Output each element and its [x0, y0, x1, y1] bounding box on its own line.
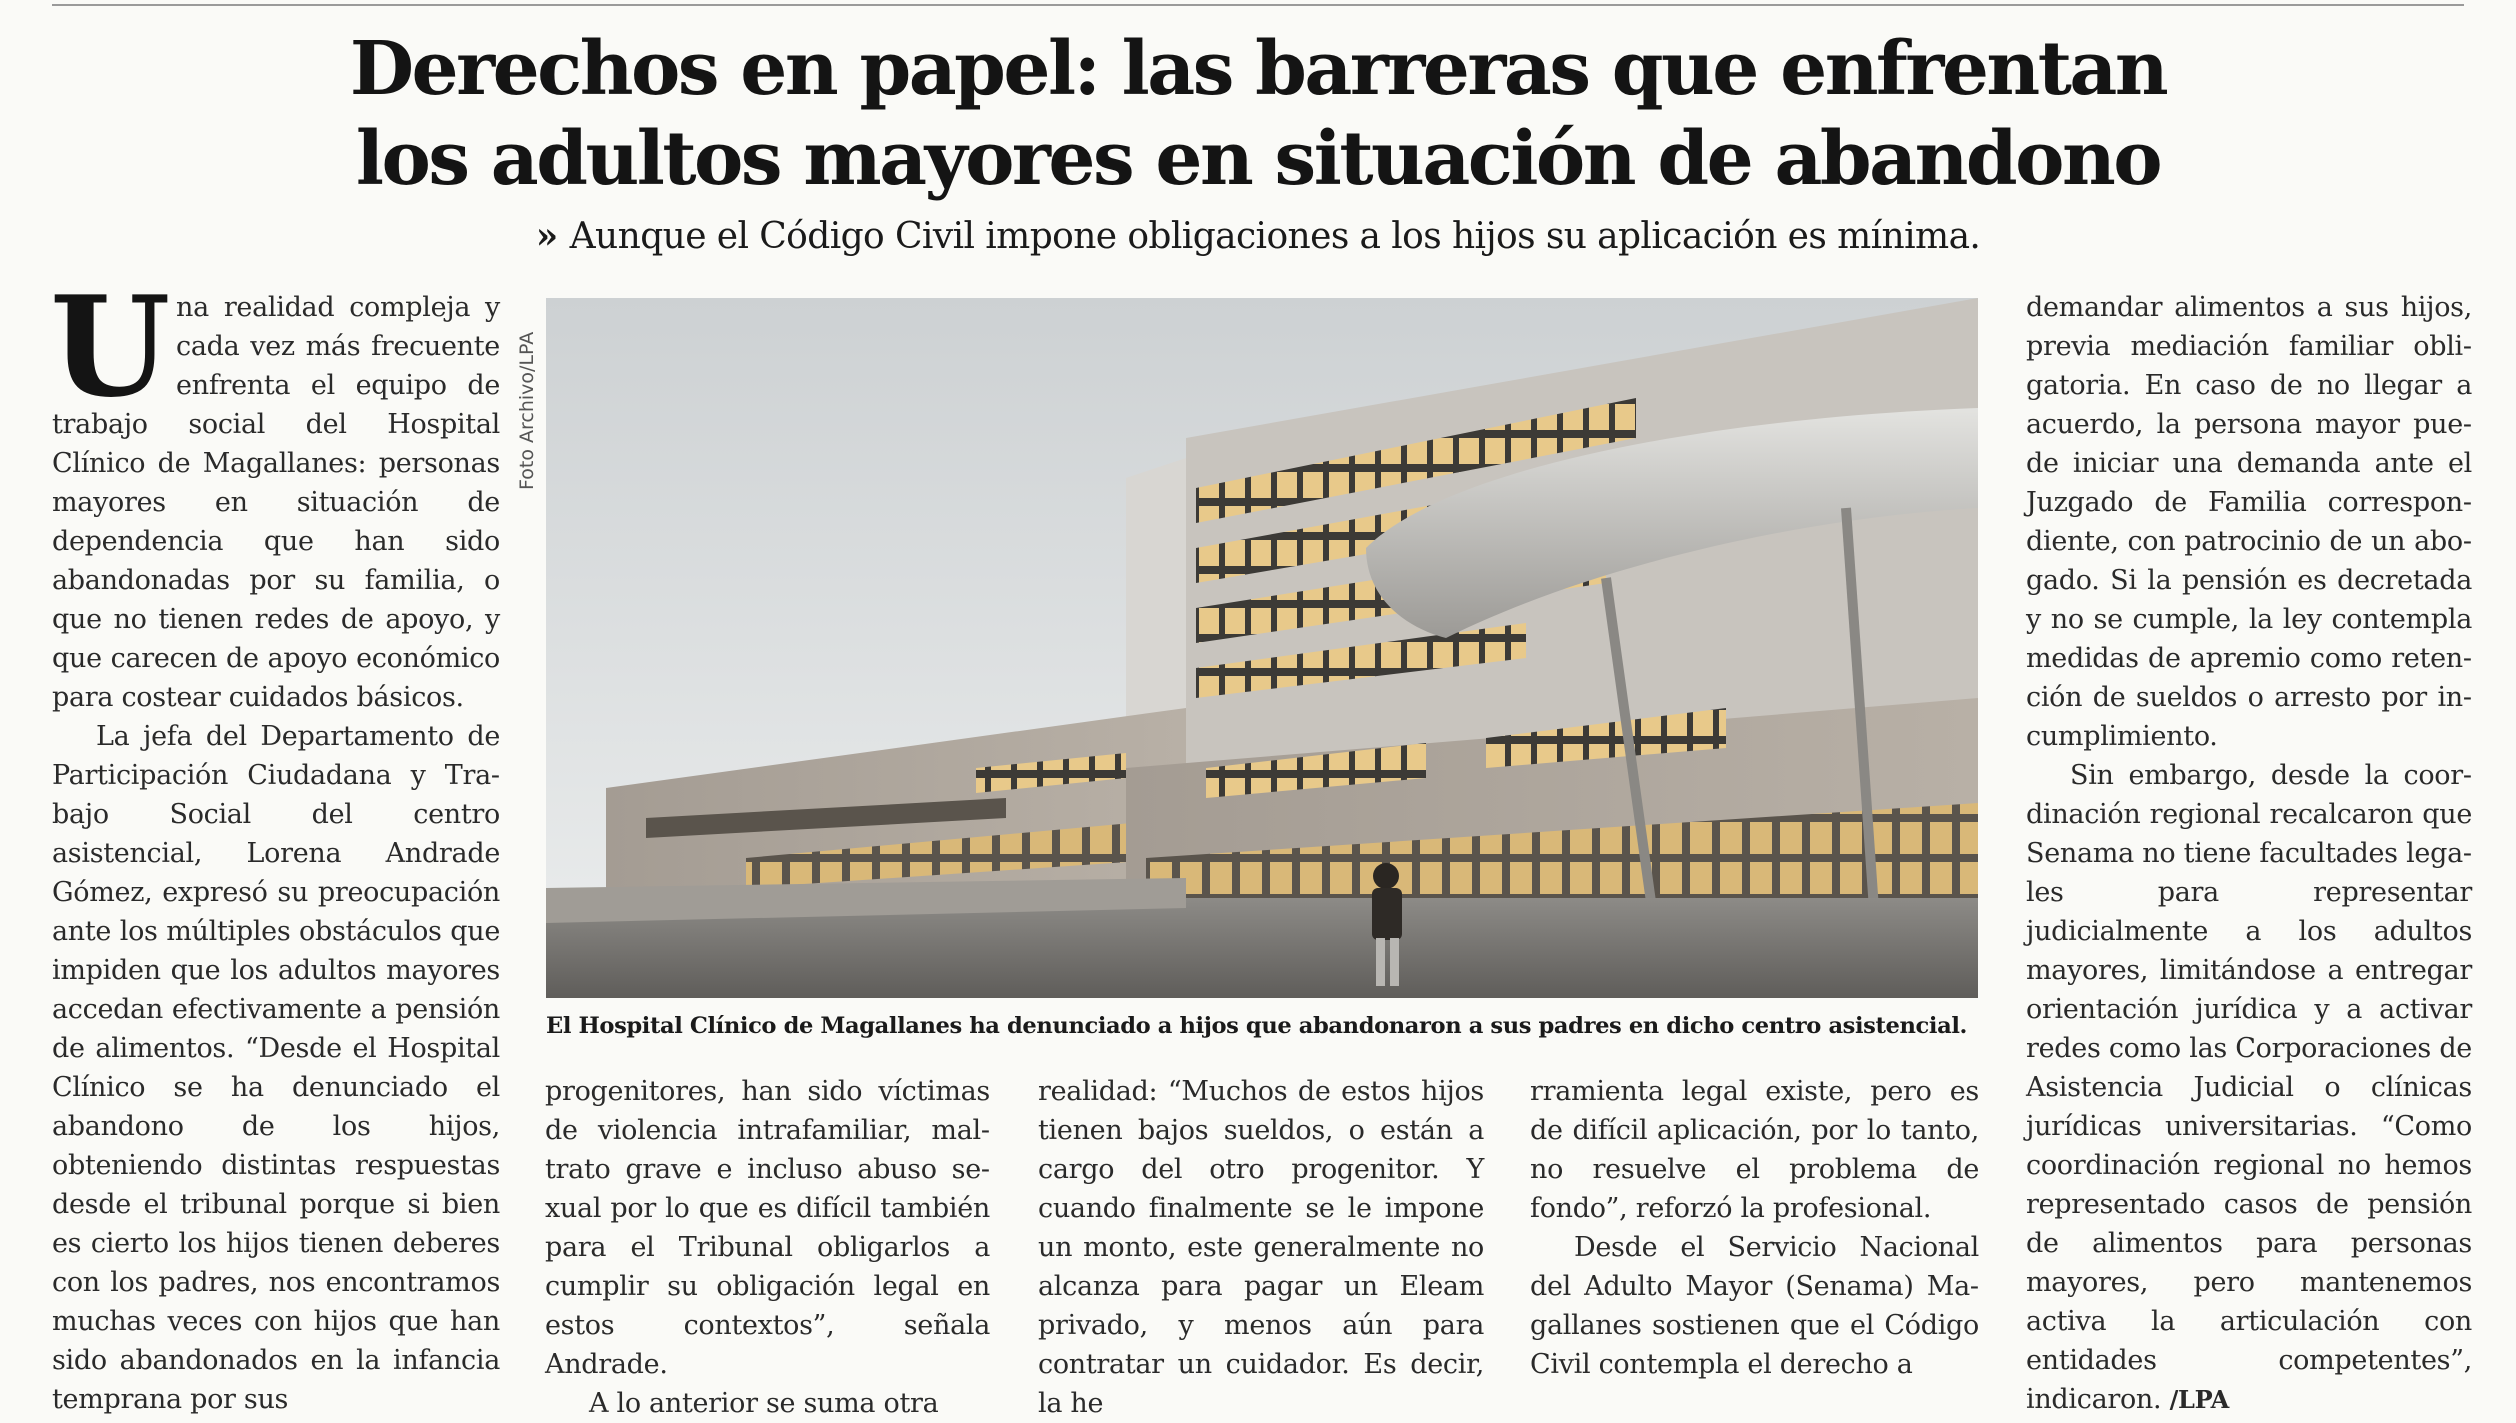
article-paragraph: La jefa del Departamento de Participación Ciudadana y Trabajo Social del centro asistencial, Lorena Andrade Gómez, expresó su preocupación ante los múltiples obstáculos que impiden que los adultos mayores accedan efectivamente a pensión de alimentos. “Desde el Hospital Clínico se ha denunciado el abandono de los hijos, obteniendo distintas respuestas desde el tribunal porque si bien es cierto los hijos tienen deberes con los padres, nos encontramos muchas veces con hijos que han sido abandonados en la infancia temprana por sus	[52, 721, 500, 1415]
article-paragraph	[2026, 756, 2472, 1419]
subheadline-text: Aunque el Código Civil impone obligaciones a los hijos su aplicación es mínima.	[569, 216, 1981, 257]
author-signature: /LPA	[2169, 1385, 2229, 1414]
hospital-photo	[546, 298, 1978, 998]
article-column-3	[1038, 1072, 1484, 1419]
paragraph-text: Sin embargo, desde la coordinación regional recalcaron que Senama no tiene facultades legales para representar judicialmente a los adultos mayores, limitándose a entregar orientación jurídica y a activar redes como las Corporaciones de Asistencia Judicial o clínicas jurídicas universitarias. “Como coordinación regional no hemos representado casos de pensión de alimentos para personas mayores, pero mantenemos activa la articulación con entidades competentes”, indicaron.	[2026, 760, 2472, 1415]
photo-caption: El Hospital Clínico de Magallanes ha denunciado a hijos que abandonaron a sus padres en dicho centro asistencial.	[546, 1013, 1967, 1039]
article-column-2	[545, 1072, 990, 1419]
headline	[300, 24, 2216, 204]
article-paragraph	[50, 265, 500, 717]
article-column-4	[1530, 1072, 1979, 1402]
article-paragraph: rramienta legal existe, pero es de difícil aplicación, por lo tanto, no resuelve el problema de fondo”, reforzó la profesional.	[1530, 1076, 1979, 1224]
headline-line-1: Derechos en papel: las barreras que enfrentan	[349, 26, 2167, 112]
article-paragraph: realidad: “Muchos de estos hijos tienen bajos sueldos, o están a cargo del otro progenitor. Y cuando finalmente se le impone un monto, este generalmente no alcanza para pagar un Eleam privado, y menos aún para contratar un cuidador. Es decir, la he	[1038, 1076, 1484, 1419]
headline-line-2: los adultos mayores en situación de abandono	[355, 116, 2161, 202]
subheadline	[520, 212, 1996, 261]
paragraph-text: na realidad compleja y cada vez más frecuente enfrenta el equipo de trabajo social del Hospital Clínico de Magallanes: personas mayores en situación de dependencia que han sido abandonadas por su familia, o que no tienen redes de apoyo, y que carecen de apoyo económico para costear cuidados básicos.	[52, 292, 500, 713]
article-paragraph: progenitores, han sido víctimas de violencia intrafamiliar, maltrato grave e incluso abuso sexual por lo que es difícil también para el Tribunal obligarlos a cumplir su obligación legal en estos contextos”, señala Andrade.	[545, 1076, 990, 1380]
chevron-right-icon: »	[535, 215, 558, 257]
article-column-5	[2026, 288, 2472, 1415]
drop-cap: U	[50, 265, 171, 428]
article-paragraph: A lo anterior se suma otra	[589, 1388, 939, 1419]
article-paragraph: demandar alimentos a sus hijos, previa mediación familiar obligatoria. En caso de no llegar a acuerdo, la persona mayor puede iniciar una demanda ante el Juzgado de Familia correspondiente, con patrocinio de un abogado. Si la pensión es decretada y no se cumple, la ley contempla medidas de apremio como retención de sueldos o arresto por incumplimiento.	[2026, 292, 2472, 752]
photo-credit: Foto Archivo/LPA	[516, 331, 538, 490]
article-column-1	[50, 265, 500, 1415]
top-rule	[52, 4, 2464, 6]
article-paragraph: Desde el Servicio Nacional del Adulto Mayor (Senama) Magallanes sostienen que el Código Civil contempla el derecho a	[1530, 1232, 1979, 1380]
